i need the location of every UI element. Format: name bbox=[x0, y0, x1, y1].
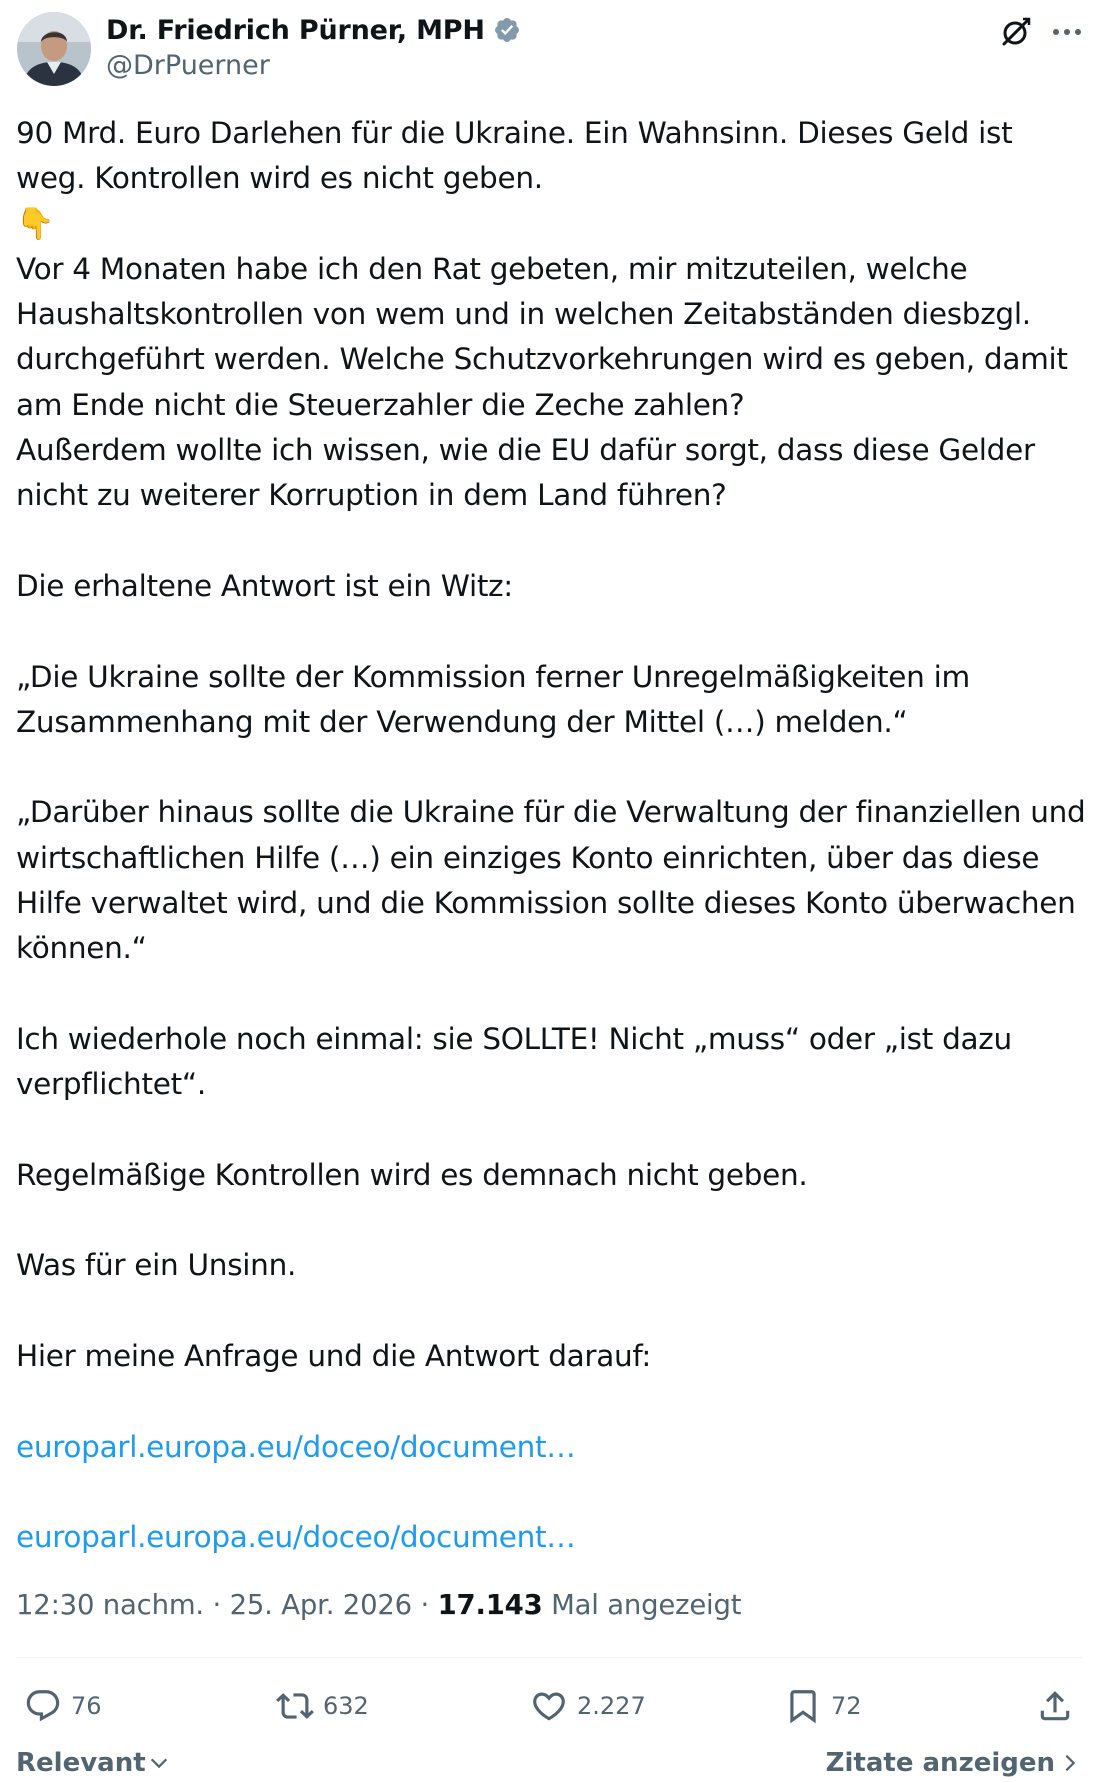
quotes-label: Zitate anzeigen bbox=[825, 1748, 1055, 1778]
author-name-row[interactable] bbox=[106, 12, 521, 48]
chevron-right-icon bbox=[1059, 1752, 1081, 1774]
sort-label: Relevant bbox=[16, 1748, 146, 1778]
tweet-paragraph: Hier meine Anfrage und die Antwort darauf: bbox=[16, 1339, 652, 1374]
reply-count: 76 bbox=[71, 1692, 102, 1720]
bookmark-button[interactable] bbox=[784, 1680, 862, 1732]
grok-icon bbox=[999, 15, 1033, 49]
reply-icon bbox=[24, 1687, 62, 1725]
tweet-time[interactable]: 12:30 nachm. bbox=[16, 1589, 204, 1621]
share-button[interactable] bbox=[1036, 1680, 1074, 1732]
like-button[interactable] bbox=[530, 1680, 646, 1732]
avatar[interactable] bbox=[17, 12, 91, 86]
tweet-meta bbox=[16, 1589, 741, 1621]
view-quotes-link[interactable] bbox=[826, 1748, 1081, 1778]
bookmark-icon bbox=[784, 1687, 822, 1725]
bookmark-count: 72 bbox=[831, 1692, 862, 1720]
share-icon bbox=[1036, 1687, 1074, 1725]
like-count: 2.227 bbox=[577, 1692, 646, 1720]
verified-badge-icon bbox=[493, 16, 521, 44]
tweet-paragraph: 90 Mrd. Euro Darlehen für die Ukraine. Ein Wahnsinn. Dieses Geld ist weg. Kontrollen wird es nicht geben. bbox=[16, 116, 1013, 196]
tweet-paragraph: „Darüber hinaus sollte die Ukraine für die Verwaltung der finanziellen und wirtschaftlichen Hilfe (…) ein einziges Konto einrichten, über das diese Hilfe verwaltet wird, und die Kommission sollte dieses Konto überwachen können.“ bbox=[16, 795, 1086, 966]
tweet-text bbox=[16, 111, 1088, 1561]
europarl-link-1[interactable]: europarl.europa.eu/doceo/document… bbox=[16, 1429, 576, 1464]
chevron-down-icon bbox=[148, 1752, 170, 1774]
meta-separator: · bbox=[411, 1589, 438, 1621]
tweet-paragraph: „Die Ukraine sollte der Kommission ferner Unregelmäßigkeiten im Zusammenhang mit der Verwendung der Mittel (…) melden.“ bbox=[16, 659, 970, 739]
divider bbox=[16, 1657, 1083, 1658]
views-count: 17.143 bbox=[437, 1589, 543, 1621]
point-down-emoji-icon: 👇 bbox=[16, 205, 55, 242]
grok-button[interactable] bbox=[996, 12, 1036, 52]
display-name[interactable]: Dr. Friedrich Pürner, MPH bbox=[106, 14, 485, 46]
repost-button[interactable] bbox=[276, 1680, 369, 1732]
repost-icon bbox=[276, 1687, 314, 1725]
tweet-paragraph: Vor 4 Monaten habe ich den Rat gebeten, mir mitzuteilen, welche Haushaltskontrollen von wem und in welchen Zeitabständen diesbzgl. durchgeführt werden. Welche Schutzvorkehrungen wird es geben, damit am Ende nicht die Steuerzahler die Zeche zahlen? bbox=[16, 251, 1068, 422]
sort-relevant-dropdown[interactable] bbox=[16, 1748, 170, 1778]
europarl-link-2[interactable]: europarl.europa.eu/doceo/document… bbox=[16, 1520, 576, 1555]
avatar-image bbox=[17, 12, 91, 86]
views-label: Mal angezeigt bbox=[542, 1589, 742, 1621]
more-options-button[interactable] bbox=[1047, 12, 1087, 52]
tweet-paragraph: Was für ein Unsinn. bbox=[16, 1248, 297, 1283]
meta-separator: · bbox=[203, 1589, 230, 1621]
tweet-paragraph: Ich wiederhole noch einmal: sie SOLLTE! Nicht „muss“ oder „ist dazu verpflichtet“. bbox=[16, 1021, 1012, 1102]
tweet-paragraph: Außerdem wollte ich wissen, wie die EU dafür sorgt, dass diese Gelder nicht zu weiterer Korruption in dem Land führen? bbox=[16, 433, 1035, 513]
tweet-paragraph: Regelmäßige Kontrollen wird es demnach nicht geben. bbox=[16, 1157, 808, 1192]
more-dots-icon bbox=[1052, 28, 1082, 36]
tweet-paragraph: Die erhaltene Antwort ist ein Witz: bbox=[16, 568, 513, 603]
heart-icon bbox=[530, 1687, 568, 1725]
tweet-date[interactable]: 25. Apr. 2026 bbox=[229, 1589, 412, 1621]
reply-button[interactable] bbox=[24, 1680, 102, 1732]
author-handle[interactable]: @DrPuerner bbox=[106, 50, 270, 81]
repost-count: 632 bbox=[323, 1692, 369, 1720]
action-bar bbox=[0, 1680, 1100, 1732]
